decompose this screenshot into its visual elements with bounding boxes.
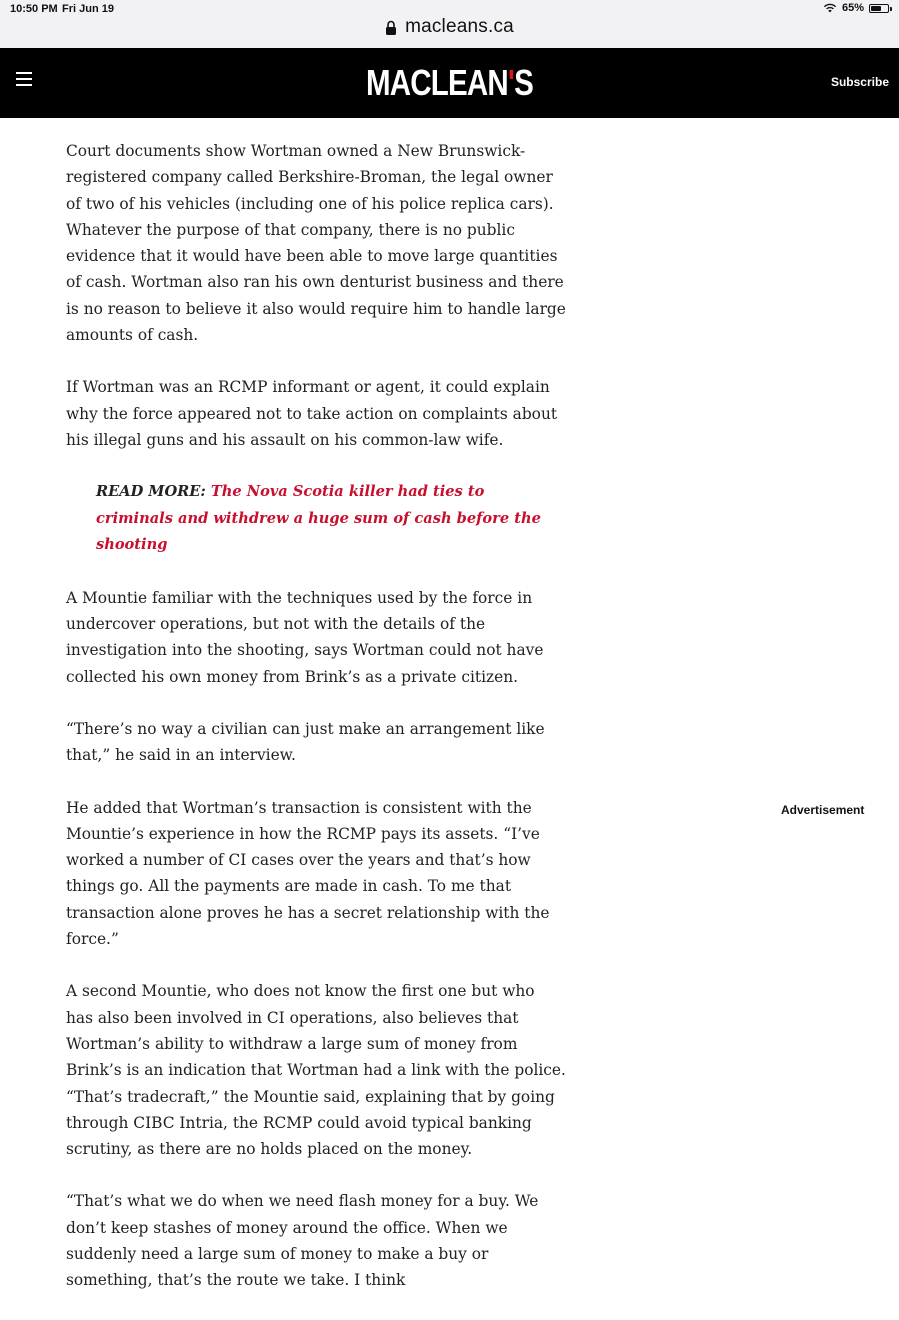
battery-percent: 65%	[841, 2, 864, 14]
paragraph: A Mountie familiar with the techniques used by the force in undercover operations, but not with the details of the investigation into the shooting, says Wortman could not have collected his own money from Brink’s as a private citizen.	[66, 588, 544, 686]
url-text[interactable]: macleans.ca	[405, 16, 514, 37]
battery-icon	[869, 4, 889, 13]
paragraph: “There’s no way a civilian can just make an arrangement like that,” he said in an interview.	[66, 719, 545, 765]
browser-chrome	[0, 0, 899, 49]
read-more-link[interactable]: The Nova Scotia killer had ties to criminals and withdrew a huge sum of cash before the shooting	[96, 483, 541, 554]
paragraph: A second Mountie, who does not know the first one but who has also been involved in CI operations, also believes that Wortman’s ability to withdraw a large sum of money from Brink’s is an indication that Wortman had a link with the police. “That’s tradecraft,” the Mountie said, explaining that by going through CIBC Intria, the RCMP could avoid typical banking scrutiny, as there are no holds placed on the money.	[66, 982, 566, 1159]
maple-leaf-icon: '	[507, 62, 515, 103]
address-bar[interactable]	[0, 13, 899, 41]
read-more-label: READ MORE:	[96, 483, 206, 501]
status-time: 10:50 PM	[10, 3, 58, 15]
paragraph: Court documents show Wortman owned a New Brunswick-registered company called Berkshire-Broman, the legal owner of two of his vehicles (including one of his police replica cars). Whatever the purpose of that company, there is no public evidence that it would have been able to move large quantities of cash. Wortman also ran his own denturist business and there is no reason to believe it also would require him to handle large amounts of cash.	[66, 142, 566, 345]
wifi-icon	[823, 3, 837, 13]
paragraph: He added that Wortman’s transaction is consistent with the Mountie’s experience in how the RCMP pays its assets. “I’ve worked a number of CI cases over the years and that’s how things go. All the payments are made in cash. To me that transaction alone proves he has a secret relationship with the force.”	[66, 798, 550, 949]
site-logo[interactable]	[81, 62, 818, 104]
read-more	[96, 479, 566, 559]
logo-text: MACLEAN'S	[366, 62, 533, 103]
hamburger-icon[interactable]	[16, 72, 32, 86]
paragraph: If Wortman was an RCMP informant or agent, it could explain why the force appeared not to take action on complaints about his illegal guns and his assault on his common-law wife.	[66, 378, 558, 449]
status-date: Fri Jun 19	[62, 3, 114, 15]
subscribe-button[interactable]: Subscribe	[830, 75, 889, 89]
advertisement-label: Advertisement	[781, 803, 865, 817]
article-body	[66, 138, 566, 1320]
site-header	[0, 48, 899, 118]
lock-icon	[385, 20, 397, 35]
paragraph: “That’s what we do when we need flash money for a buy. We don’t keep stashes of money around the office. When we suddenly need a large sum of money to make a buy or something, that’s the route we take. I think	[66, 1192, 539, 1290]
